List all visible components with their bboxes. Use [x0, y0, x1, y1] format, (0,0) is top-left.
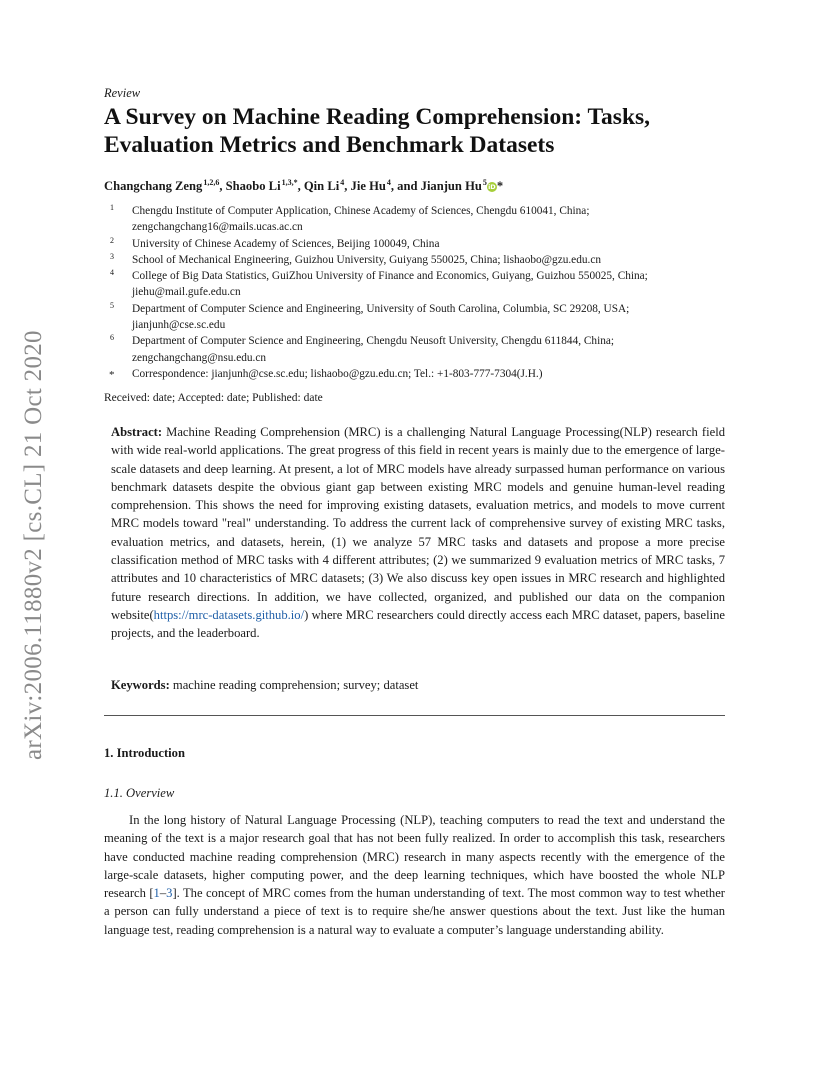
affiliation-email: zengchangchang@nsu.edu.cn — [132, 351, 266, 364]
author-affiliation-marks: 4 — [386, 178, 391, 187]
affiliation-email: zengchangchang16@mails.ucas.ac.cn — [132, 221, 303, 234]
abstract — [111, 423, 725, 643]
affiliation-number: 2 — [110, 235, 114, 245]
correspondence-text: Correspondence: jianjunh@cse.sc.edu; lishaobo@gzu.edu.cn; Tel.: +1-803-777-7304(J.H.) — [132, 367, 543, 380]
affiliation-email: jiehu@mail.gufe.edu.cn — [132, 286, 241, 299]
author-name: Shaobo Li — [225, 179, 281, 193]
section-heading: 1. Introduction — [104, 746, 185, 760]
author-list — [104, 178, 725, 194]
correspondence-item — [104, 366, 725, 382]
affiliation-number: 6 — [110, 333, 114, 343]
keywords — [111, 678, 732, 693]
arxiv-identifier: arXiv:2006.11880v2 [cs.CL] 21 Oct 2020 — [20, 330, 47, 760]
author-separator: , — [219, 179, 226, 193]
article-type-label: Review — [104, 86, 141, 100]
affiliation-email: jianjunh@cse.sc.edu — [132, 319, 226, 332]
correspondence-mark: * — [109, 368, 115, 381]
abstract-text-end: ) where MRC researchers could directly access each MRC dataset, papers, baseline projects, and the leaderboard. — [111, 607, 725, 641]
affiliation-item — [104, 203, 725, 236]
affiliation-item — [104, 252, 725, 268]
affiliation-text: University of Chinese Academy of Sciences, Beijing 100049, China — [132, 237, 440, 250]
abstract-label: Abstract: — [111, 425, 163, 439]
affiliation-number: 3 — [110, 251, 114, 261]
author-affiliation-marks: 5 — [482, 178, 487, 187]
author-name: Jianjun Hu — [420, 179, 482, 193]
citation-separator: – — [159, 886, 167, 901]
author-separator: , — [344, 179, 351, 193]
intro-paragraph — [104, 811, 725, 939]
affiliation-number: 5 — [110, 300, 114, 310]
affiliation-item — [104, 301, 725, 334]
abstract-text: Machine Reading Comprehension (MRC) is a challenging Natural Language Processing(NLP) research field with wide real-world applications. The great progress of this field in recent years is mainly due to the emergence of large-scale datasets and deep learning. At present, a lot of MRC models have already surpassed human performance on various benchmark datasets despite the obvious giant gap between existing MRC models and genuine human-level reading comprehension. This shows the need for improving existing datasets, evaluation metrics, and models to move current MRC models toward "real" understanding. To address the current lack of comprehensive survey of existing MRC tasks, evaluation metrics, and datasets, herein, (1) we analyze 57 MRC tasks and datasets and propose a more precise classification method of MRC tasks with 4 different attributes; (2) we summarized 9 evaluation metrics of MRC tasks, 7 attributes and 10 characteristics of MRC datasets; (3) We also discuss key open issues in MRC research and highlighted future research directions. In addition, we have collected, organized, and published our data on the companion website( — [111, 425, 725, 622]
affiliation-item — [104, 236, 725, 252]
affiliation-text: Chengdu Institute of Computer Application, Chinese Academy of Sciences, Chengdu 610041, China; — [132, 205, 590, 217]
intro-text-end: ]. The concept of MRC comes from the human understanding of text. The most common way to test whether a person can fully understand a piece of text is to require she/he answer questions about the text. Just like the human language test, reading comprehension is a natural way to evaluate a computer’s language understanding ability. — [104, 886, 725, 937]
affiliation-number: 4 — [110, 268, 114, 278]
companion-website-link[interactable]: https://mrc-datasets.github.io/ — [153, 607, 305, 622]
author-name: Jie Hu — [350, 179, 386, 193]
intro-text: In the long history of Natural Language Processing (NLP), teaching computers to read the text and understand the meaning of the text is a major research goal that has not been fully realized. In order to accomplish this task, researchers have conducted machine reading comprehension (MRC) research in many aspects recently with the emergence of the large-scale datasets, higher computing power, and the deep learning techniques, which have boosted the whole NLP research [ — [104, 813, 725, 901]
affiliation-item — [104, 268, 725, 301]
affiliation-number: 1 — [110, 203, 114, 212]
author-affiliation-marks: 4 — [340, 178, 345, 187]
affiliation-text: Department of Computer Science and Engineering, Chengdu Neusoft University, Chengdu 611844, China; — [132, 335, 615, 348]
affiliation-text: College of Big Data Statistics, GuiZhou University of Finance and Economics, Guiyang, Guizhou 550025, China; — [132, 270, 648, 283]
orcid-icon[interactable]: iD — [488, 183, 496, 191]
section-divider — [104, 715, 725, 716]
author-separator: , and — [390, 179, 421, 193]
subsection-heading: 1.1. Overview — [104, 786, 175, 800]
affiliation-list — [104, 203, 725, 382]
author-separator: , — [297, 179, 304, 193]
affiliation-text: Department of Computer Science and Engineering, University of South Carolina, Columbia, SC 29208, USA; — [132, 302, 630, 315]
affiliation-item — [104, 333, 725, 366]
corresponding-author-mark: * — [496, 179, 504, 193]
author-affiliation-marks: 1,2,6 — [203, 178, 220, 187]
citation-link[interactable]: 3 — [166, 886, 173, 901]
author-name: Changchang Zeng — [104, 179, 203, 193]
author-affiliation-marks: 1,3,* — [281, 178, 298, 187]
publication-dates: Received: date; Accepted: date; Published: date — [104, 392, 323, 404]
affiliation-text: School of Mechanical Engineering, Guizhou University, Guiyang 550025, China; lishaobo@gzu.edu.cn — [132, 253, 601, 266]
author-name: Qin Li — [303, 179, 340, 193]
paper-title: A Survey on Machine Reading Comprehension: Tasks, Evaluation Metrics and Benchmark Datasets — [104, 104, 651, 158]
keywords-text: machine reading comprehension; survey; dataset — [169, 678, 419, 692]
citation-link[interactable]: 1 — [153, 886, 160, 901]
keywords-label: Keywords: — [111, 678, 170, 692]
